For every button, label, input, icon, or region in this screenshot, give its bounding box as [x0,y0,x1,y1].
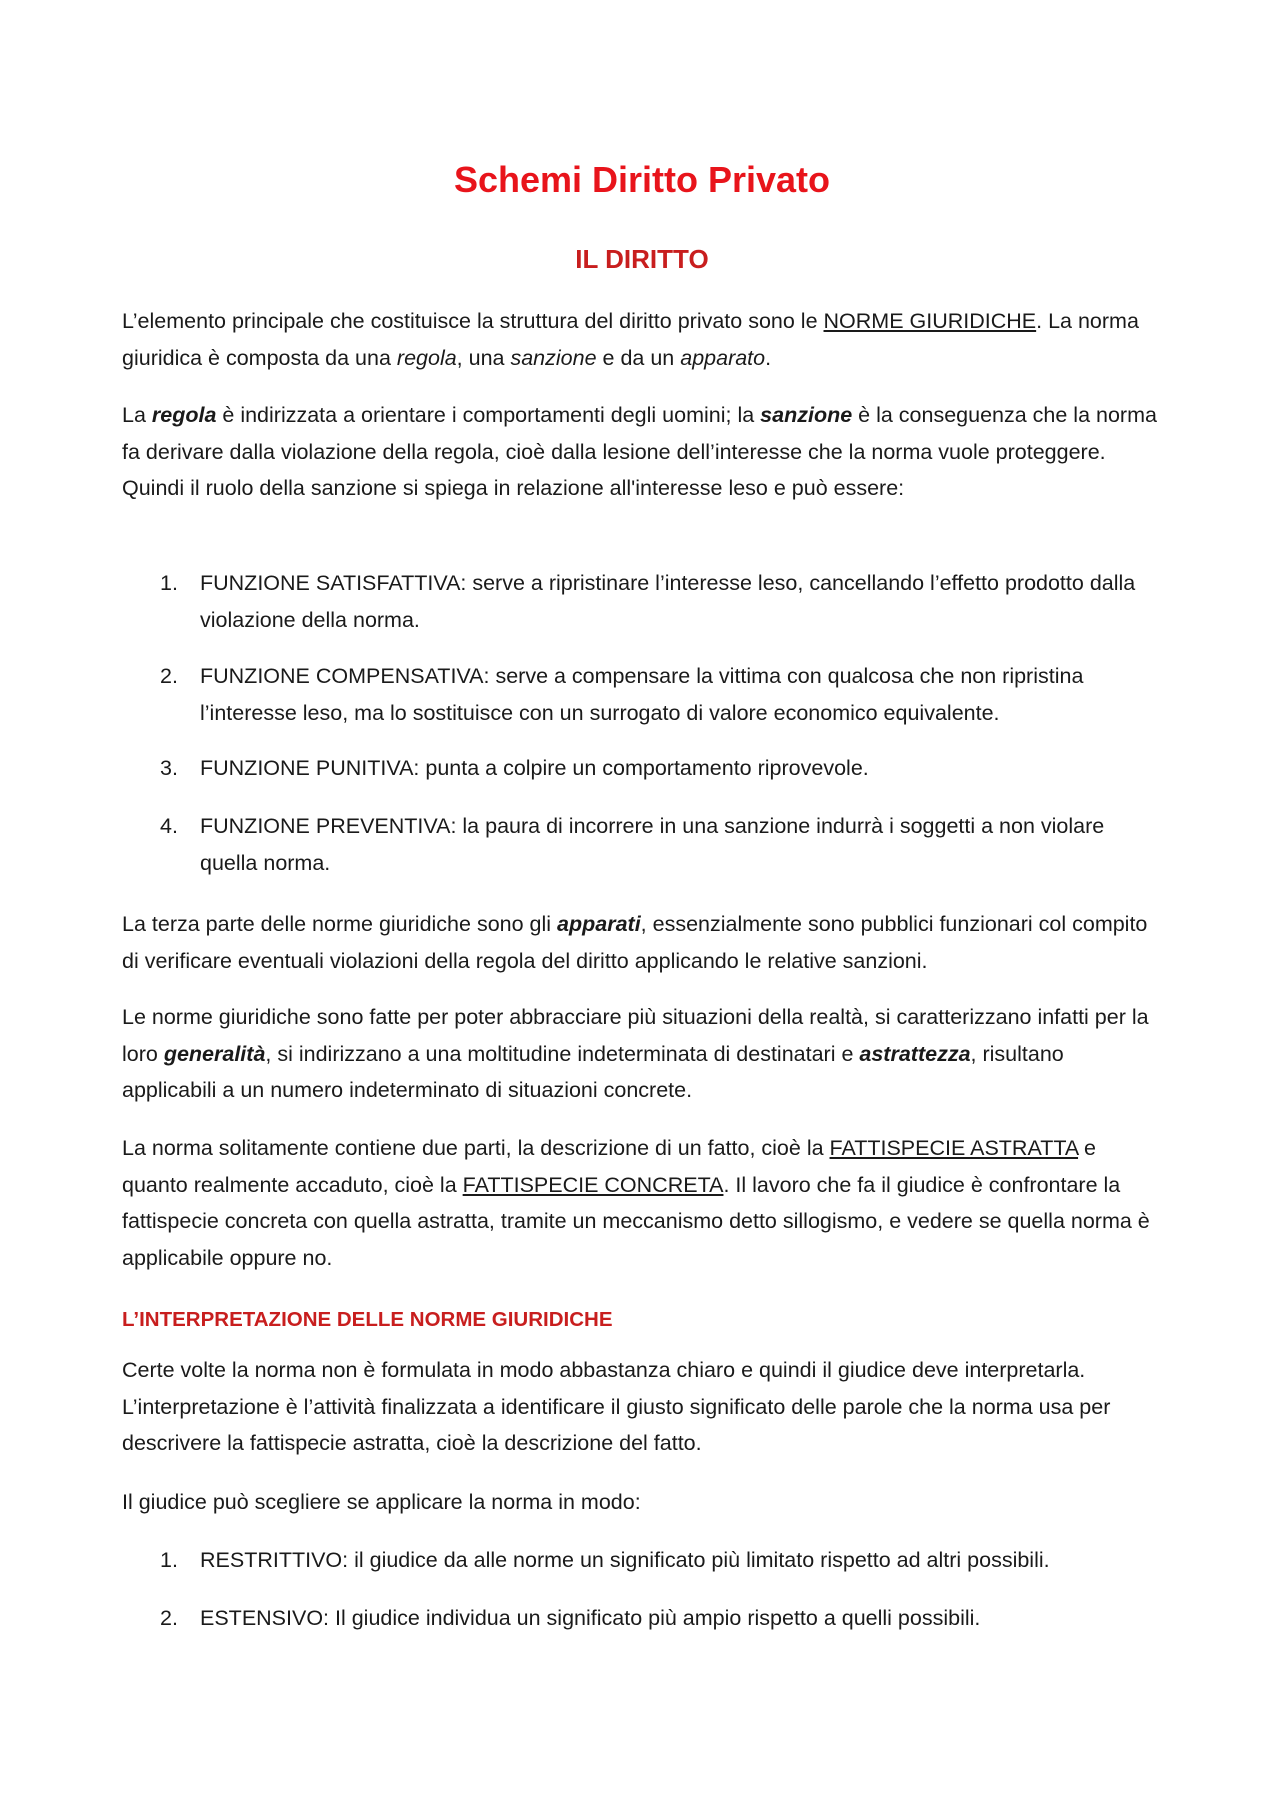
paragraph-intro: L’elemento principale che costituisce la struttura del diritto privato sono le NORME GIURIDICHE. La norma giuridica è composta da una regola, una sanzione e da un apparato. [122,309,1139,370]
paragraph-interpretazione: Certe volte la norma non è formulata in modo abbastanza chiaro e quindi il giudice deve interpretarla. L’interpretazione è l’attività finalizzata a identificare il giusto significato delle parole che la norma usa per descrivere la fattispecie astratta, cioè la descrizione del fatto. [122,1358,1111,1455]
list-item: 2. FUNZIONE COMPENSATIVA: serve a compensare la vittima con qualcosa che non ripristina l’interesse leso, ma lo sostituisce con un surrogato di valore economico equivalente. [160,664,1084,725]
paragraph-fattispecie: La norma solitamente contiene due parti, la descrizione di un fatto, cioè la FATTISPECIE ASTRATTA e quanto realmente accaduto, cioè la FATTISPECIE CONCRETA. Il lavoro che fa il giudice è confrontare la fattispecie concreta con quella astratta, tramite un meccanismo detto sillogismo, e vedere se quella norma è applicabile oppure no. [122,1136,1150,1270]
list-item: 2. ESTENSIVO: Il giudice individua un significato più ampio rispetto a quelli possibili. [160,1606,981,1630]
list-item: 3. FUNZIONE PUNITIVA: punta a colpire un comportamento riprovevole. [160,756,869,780]
paragraph-regola-sanzione: La regola è indirizzata a orientare i comportamenti degli uomini; la sanzione è la conseguenza che la norma fa derivare dalla violazione della regola, cioè dalla lesione dell’interesse che la norma vuole proteggere. Quindi il ruolo della sanzione si spiega in relazione all'interesse leso e può essere: [122,403,1157,500]
list-item: 1. RESTRITTIVO: il giudice da alle norme un significato più limitato rispetto ad altri possibili. [160,1548,1050,1572]
paragraph-apparati: La terza parte delle norme giuridiche sono gli apparati, essenzialmente sono pubblici funzionari col compito di verificare eventuali violazioni della regola del diritto applicando le relative sanzioni. [122,912,1148,973]
document-title: Schemi Diritto Privato [453,159,831,200]
term-norme-giuridiche: NORME GIURIDICHE [823,309,1037,333]
paragraph-generalita: Le norme giuridiche sono fatte per poter abbracciare più situazioni della realtà, si caratterizzano infatti per la loro generalità, si indirizzano a una moltitudine indeterminata di destinatari e astrattezza, risultano applicabili a un numero indeterminato di situazioni concrete. [122,1005,1149,1102]
subsection-heading: L’INTERPRETAZIONE DELLE NORME GIURIDICHE [122,1308,613,1331]
list-item: 1. FUNZIONE SATISFATTIVA: serve a ripristinare l’interesse leso, cancellando l’effetto prodotto dalla violazione della norma. [160,571,1136,632]
section-heading: IL DIRITTO [575,244,709,274]
list-item: 4. FUNZIONE PREVENTIVA: la paura di incorrere in una sanzione indurrà i soggetti a non violare quella norma. [160,814,1105,875]
paragraph-modo: Il giudice può scegliere se applicare la norma in modo: [122,1490,641,1514]
